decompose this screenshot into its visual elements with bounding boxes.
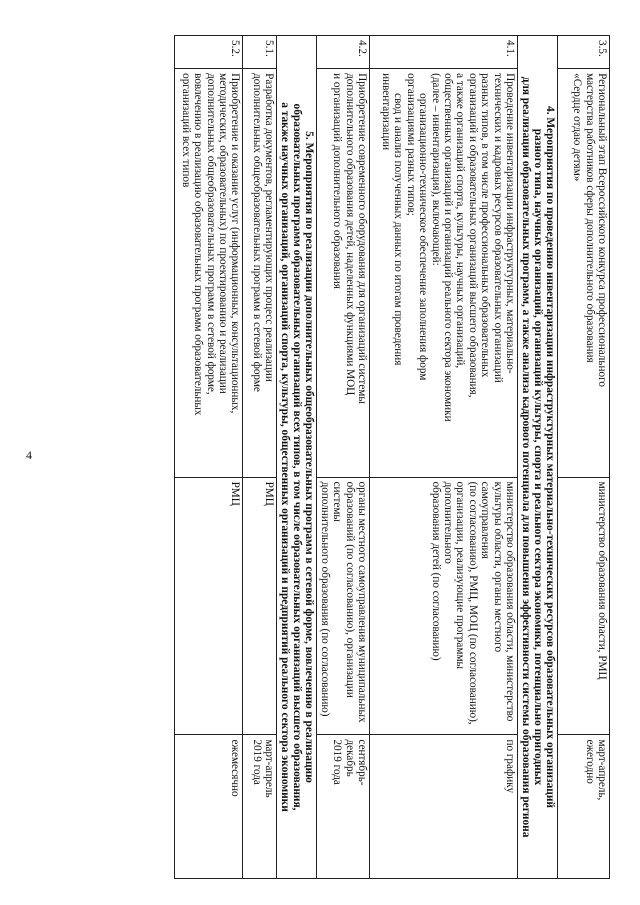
activity-cell — [317, 69, 370, 477]
row-number: 4.1. — [370, 36, 518, 69]
text-line: дополнительных общеобразовательных программ в сетевой форме — [250, 73, 263, 392]
activity-cell — [558, 69, 610, 477]
table-row — [317, 36, 370, 879]
section-heading — [518, 36, 558, 879]
text-line: Приобретение современного оборудования для организаций системы — [356, 73, 368, 404]
section-heading — [277, 36, 317, 879]
text-line: 5. Мероприятия по реализации дополнительных общеобразовательных программ в сетевой форме, вовлечению в реализацию — [303, 131, 316, 783]
text-line: дополнительного образования детей, наделенных функциями МОЦ — [343, 73, 356, 396]
activity-cell — [175, 69, 243, 477]
text-line: (по согласованию), РМЦ, МОЦ (по согласованию), — [466, 481, 479, 725]
text-line: ежемесячно — [229, 739, 242, 797]
page-number: 4 — [26, 448, 32, 462]
responsible-cell — [243, 477, 277, 735]
text-line: вовлечению в реализацию образовательных программ образовательных — [192, 73, 205, 416]
text-line: Проведение инвентаризации инфраструктурных, материально- — [504, 73, 516, 374]
text-line: РМЦ — [263, 481, 276, 506]
rotated-table-container — [70, 35, 610, 879]
text-line: организации, реализующие программы дополнительного — [441, 481, 467, 670]
table-row — [175, 36, 243, 879]
text-line: образования детей (по согласованию) — [429, 481, 442, 661]
text-line: методических, образовательных) по проектированию и реализации — [216, 73, 229, 394]
text-line: дополнительного образования (по согласованию) — [318, 481, 331, 717]
text-line: министерство образования области, РМЦ — [596, 481, 608, 680]
term-cell — [243, 735, 277, 879]
text-line: декабрь — [343, 739, 356, 777]
text-line: инвентаризации — [379, 73, 392, 151]
text-line: март-апрель, — [596, 739, 608, 801]
text-line: РМЦ — [229, 481, 242, 506]
text-line: Приобретение и оказание услуг (информационных, консультационных, — [229, 73, 242, 414]
text-line: сентябрь- — [356, 739, 368, 786]
text-line: образований (по согласованию), организации системы — [331, 481, 356, 698]
responsible-cell — [175, 477, 243, 735]
table-row — [243, 36, 277, 879]
term-cell — [317, 735, 370, 879]
section-heading-row — [518, 36, 558, 879]
row-number: 4.2. — [317, 36, 370, 69]
text-line: министерство образования области, министерство — [504, 481, 516, 722]
term-cell — [370, 735, 518, 879]
text-line: ежегодно — [583, 739, 596, 784]
text-line: технических и кадровых ресурсов образовательных организаций — [491, 73, 504, 383]
text-line: для реализации образовательных программ, а также анализа кадрового потенциала для повышения эффективности системы образования региона — [519, 76, 532, 838]
text-line: разных типов, в том числе профессиональных образовательных — [479, 73, 492, 378]
text-line: 4. Мероприятия по проведению инвентаризации инфраструктурных материально-технических ресурсов образовательных организаций — [544, 106, 556, 808]
text-line: 2019 года — [331, 739, 344, 785]
text-line: дополнительных общеобразовательных программ в сетевой форме, — [204, 73, 217, 395]
text-line: Региональный этап Всероссийского конкурса профессионального — [596, 73, 608, 387]
responsible-cell — [558, 477, 610, 735]
text-line: организаций всех типов — [179, 73, 192, 188]
table-row — [558, 36, 610, 879]
text-line: организациями разных типов; — [404, 73, 417, 216]
text-line: органы местного самоуправления муниципальных — [356, 481, 368, 723]
text-line: март-апрель — [263, 739, 276, 798]
text-line: общественных организаций и организаций реального сектора экономики — [441, 73, 454, 422]
text-line: мастерства работников сферы дополнительного образования — [583, 73, 596, 363]
text-line: (далее – инвентаризация), включающей: — [429, 73, 442, 266]
text-line: культуры области, органы местного самоуправления — [479, 481, 504, 653]
text-line: а также научных организаций, организаций спорта, культуры, общественных организаций и предприятий реального сектора экономики — [278, 102, 291, 812]
text-line: 2019 года — [250, 739, 263, 785]
text-line: свод и анализ полученных данных по итогам проведения — [392, 93, 405, 366]
text-line: Разработка документов, регламентирующих процесс реализации — [263, 73, 276, 382]
activity-cell — [370, 69, 518, 477]
text-line: организаций и образовательных организаций высшего образования, — [466, 73, 479, 398]
responsible-cell — [370, 477, 518, 735]
text-line: образовательных программ образовательных организаций всех типов, в том числе образовательных организаций высшего образования, — [291, 103, 304, 811]
text-line: и организаций дополнительного образования — [331, 73, 344, 289]
text-line: организационно-техническое обеспечение заполнения форм — [417, 93, 430, 381]
term-cell — [558, 735, 610, 879]
activities-table — [174, 35, 610, 879]
table-row — [370, 36, 518, 879]
text-line: а также организаций спорта, культуры, научных организаций, — [454, 73, 467, 369]
text-line: «Сердце отдаю детям» — [571, 73, 584, 182]
section-heading-row — [277, 36, 317, 879]
term-cell — [175, 735, 243, 879]
row-number: 5.1. — [243, 36, 277, 69]
text-line: разного типа, научных организаций, организаций культуры, спорта и реального сектора экономики, потенциально пригодных — [531, 128, 544, 786]
activity-cell — [243, 69, 277, 477]
text-line: по графику — [504, 739, 516, 794]
responsible-cell — [317, 477, 370, 735]
row-number: 5.2. — [175, 36, 243, 69]
row-number: 3.5. — [558, 36, 610, 69]
